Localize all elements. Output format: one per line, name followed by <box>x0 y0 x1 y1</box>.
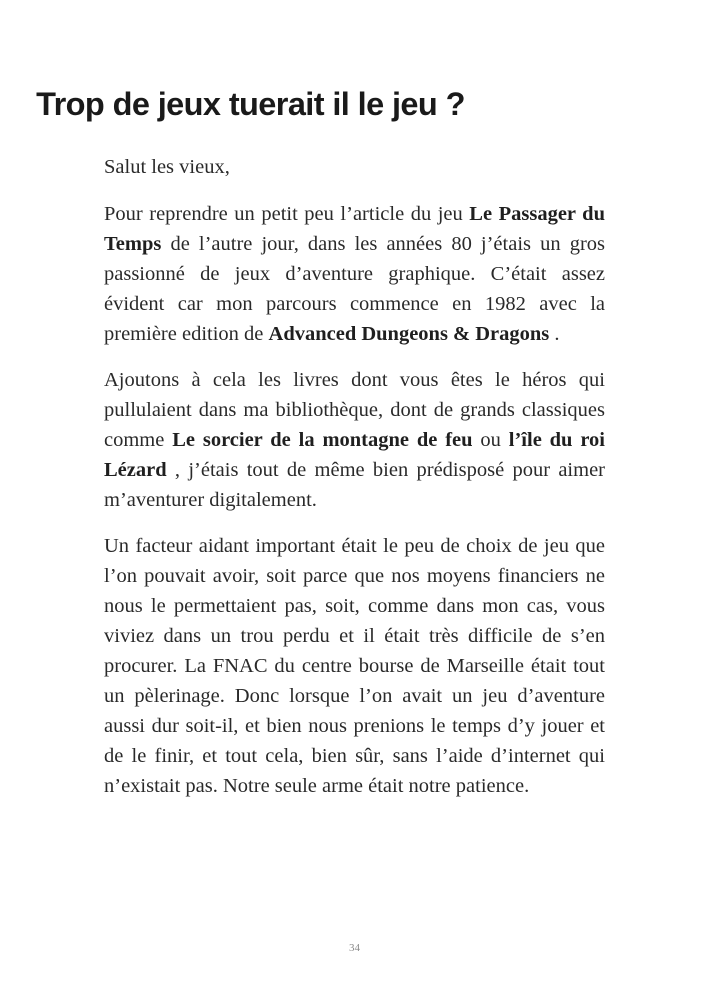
paragraph-3: Un facteur aidant important était le peu de choix de jeu que l’on pouvait avoir, soit parce que nos moyens financiers ne nous le permettaient pas, soit, comme dans mon cas, vous viviez dans un trou perdu et il était très difficile de s’en procurer. La FNAC du centre bourse de Marseille était tout un pèlerinage. Donc lorsque l’on avait un jeu d’aventure aussi dur soit-il, et bien nous prenions le temps d’y jouer et de le finir, et tout cela, bien sûr, sans l’aide d’internet qui n’existait pas. Notre seule arme était notre patience. <box>104 535 605 797</box>
game-title-passager-du-temps: Le Passager du Temps <box>104 203 605 255</box>
book-title-sorcier: Le sorcier de la montagne de feu <box>172 429 473 451</box>
paragraph-2-text-e: , j’étais tout de même bien prédisposé pour aimer m’aventurer digitalement. <box>104 459 605 511</box>
paragraph-1 <box>104 199 605 349</box>
page-number: 34 <box>349 942 360 954</box>
game-title-add: Advanced Dungeons & Dragons <box>268 323 550 345</box>
paragraph-1-text-a: Pour reprendre un petit peu l’article du jeu <box>104 203 470 225</box>
book-title-ile-roi-lezard: l’île du roi Lézard <box>104 429 605 481</box>
page-title: Trop de jeux tuerait il le jeu ? <box>36 86 465 122</box>
paragraph-1-text-e: . <box>549 323 560 345</box>
paragraph-greeting: Salut les vieux, <box>104 156 230 178</box>
body-text <box>104 152 605 817</box>
paragraph-2 <box>104 365 605 515</box>
paragraph-1-text-c: de l’autre jour, dans les années 80 j’étais un gros passionné de jeux d’aventure graphique. C’était assez évident car mon parcours commence en 1982 avec la première edition de <box>104 233 605 345</box>
paragraph-2-text-c: ou <box>472 429 509 451</box>
paragraph-2-text-a: Ajoutons à cela les livres dont vous êtes le héros qui pullulaient dans ma bibliothèque, dont de grands classiques comme <box>104 369 605 451</box>
